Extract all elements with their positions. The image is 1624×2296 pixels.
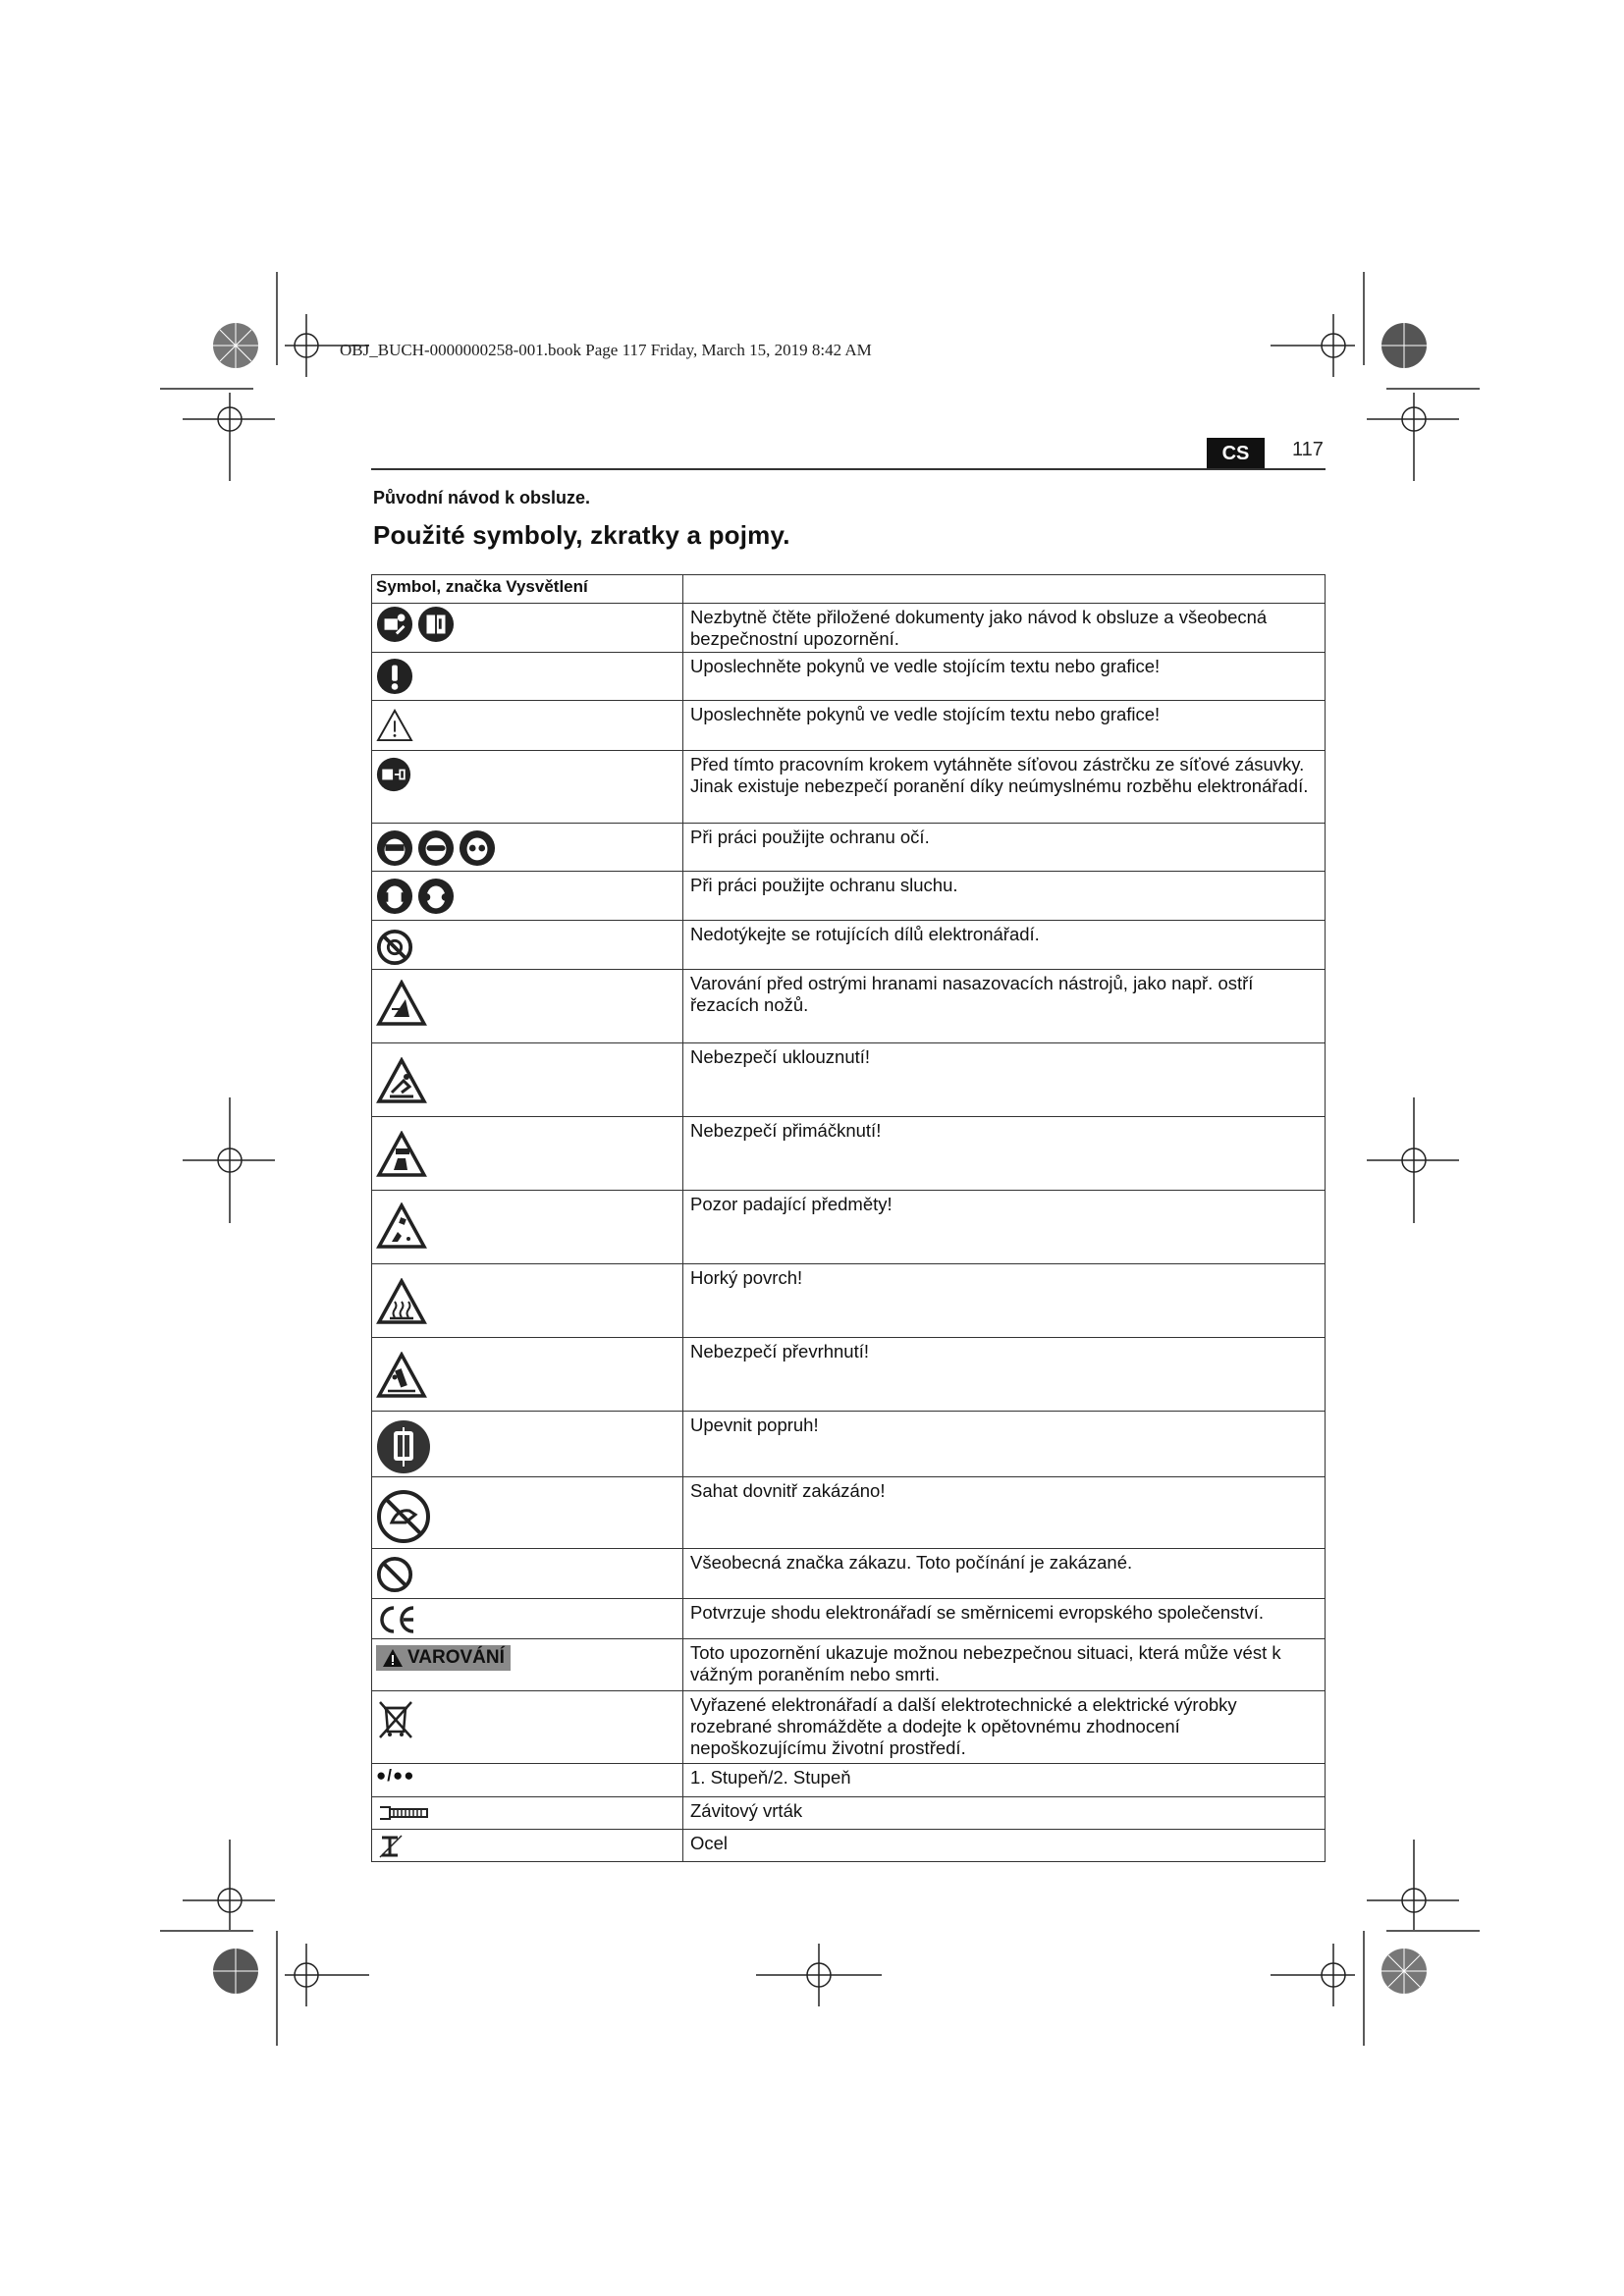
table-row bbox=[372, 701, 1326, 751]
row-description: Při práci použijte ochranu očí. bbox=[683, 824, 1326, 872]
safety-goggles-icon bbox=[417, 829, 455, 867]
table-row bbox=[372, 1191, 1326, 1264]
row-description: Pozor padající předměty! bbox=[683, 1191, 1326, 1264]
table-row bbox=[372, 1764, 1326, 1797]
row-description: Uposlechněte pokynů ve vedle stojícím textu nebo grafice! bbox=[683, 653, 1326, 701]
table-row bbox=[372, 1477, 1326, 1549]
no-reaching-in-icon bbox=[376, 1489, 431, 1544]
slip-hazard-icon bbox=[376, 1057, 427, 1104]
hot-surface-icon bbox=[376, 1278, 427, 1325]
row-description: Uposlechněte pokynů ve vedle stojícím textu nebo grafice! bbox=[683, 701, 1326, 751]
row-description: 1. Stupeň/2. Stupeň bbox=[683, 1764, 1326, 1797]
ear-muffs-icon bbox=[417, 878, 455, 915]
page-number: 117 bbox=[1292, 439, 1324, 460]
table-row bbox=[372, 1691, 1326, 1764]
row-description: Při práci použijte ochranu sluchu. bbox=[683, 872, 1326, 921]
row-description: Nebezpečí přimáčknutí! bbox=[683, 1117, 1326, 1191]
row-description: Nebezpečí uklouznutí! bbox=[683, 1043, 1326, 1117]
thread-drill-icon bbox=[376, 1801, 431, 1825]
general-warning-icon bbox=[376, 709, 413, 742]
row-description: Ocel bbox=[683, 1830, 1326, 1862]
symbols-table bbox=[371, 574, 1326, 1862]
row-description: Všeobecná značka zákazu. Toto počínání je zakázané. bbox=[683, 1549, 1326, 1599]
fasten-strap-icon bbox=[376, 1419, 431, 1474]
mandatory-action-icon bbox=[376, 658, 413, 695]
varovani-label: VAROVÁNÍ bbox=[407, 1647, 505, 1668]
sharp-edges-warning-icon bbox=[376, 980, 427, 1027]
table-row bbox=[372, 921, 1326, 970]
ce-mark-icon bbox=[376, 1604, 419, 1635]
face-shield-icon bbox=[376, 829, 413, 867]
steel-icon bbox=[376, 1834, 406, 1859]
manual-book-icon bbox=[417, 606, 455, 643]
table-row bbox=[372, 1043, 1326, 1117]
language-badge: CS bbox=[1207, 438, 1265, 469]
table-header: Symbol, značka Vysvětlení bbox=[372, 575, 683, 604]
table-row bbox=[372, 1549, 1326, 1599]
row-description: Horký povrch! bbox=[683, 1264, 1326, 1338]
read-manual-icon bbox=[376, 606, 413, 643]
table-row bbox=[372, 1639, 1326, 1691]
table-row bbox=[372, 1412, 1326, 1477]
do-not-touch-rotating-icon bbox=[376, 929, 413, 966]
table-row bbox=[372, 1117, 1326, 1191]
tip-over-hazard-icon bbox=[376, 1352, 427, 1399]
table-row bbox=[372, 653, 1326, 701]
row-description: Upevnit popruh! bbox=[683, 1412, 1326, 1477]
ear-protection-icon bbox=[376, 878, 413, 915]
table-row bbox=[372, 872, 1326, 921]
page-title: Použité symboly, zkratky a pojmy. bbox=[373, 520, 790, 550]
document-subtitle: Původní návod k obsluze. bbox=[373, 488, 591, 507]
row-description: Vyřazené elektronářadí a další elektrotechnické a elektrické výrobky rozebrané shromážděte a dodejte k opětovnému zhodnocení nepoškozujícímu životní prostředí. bbox=[683, 1691, 1326, 1764]
table-row bbox=[372, 1599, 1326, 1639]
row-description: Nezbytně čtěte přiložené dokumenty jako návod k obsluze a všeobecná bezpečnostní upozornění. bbox=[683, 604, 1326, 653]
falling-objects-icon bbox=[376, 1202, 427, 1250]
table-row bbox=[372, 824, 1326, 872]
row-description: Toto upozornění ukazuje možnou nebezpečnou situaci, která může vést k vážným poraněním nebo smrti. bbox=[683, 1639, 1326, 1691]
table-row bbox=[372, 751, 1326, 824]
row-description: Nebezpečí převrhnutí! bbox=[683, 1338, 1326, 1412]
row-description: Potvrzuje shodu elektronářadí se směrnicemi evropského společenství. bbox=[683, 1599, 1326, 1639]
row-description: Nedotýkejte se rotujících dílů elektronářadí. bbox=[683, 921, 1326, 970]
weee-crossed-bin-icon bbox=[376, 1698, 415, 1739]
row-description: Sahat dovnitř zakázáno! bbox=[683, 1477, 1326, 1549]
table-row bbox=[372, 1264, 1326, 1338]
warning-triangle-icon bbox=[382, 1648, 404, 1668]
table-row bbox=[372, 1830, 1326, 1862]
row-description: Závitový vrták bbox=[683, 1797, 1326, 1830]
table-header-row bbox=[372, 575, 1326, 604]
crush-hazard-icon bbox=[376, 1131, 427, 1178]
speed-levels-icon: ●/●● bbox=[376, 1766, 415, 1785]
prohibition-icon bbox=[376, 1556, 413, 1593]
print-info: OBJ_BUCH-0000000258-001.book Page 117 Friday, March 15, 2019 8:42 AM bbox=[340, 341, 872, 359]
table-row bbox=[372, 1797, 1326, 1830]
eye-protection-icon bbox=[459, 829, 496, 867]
unplug-icon bbox=[376, 757, 411, 792]
row-description: Před tímto pracovním krokem vytáhněte síťovou zástrčku ze síťové zásuvky. Jinak existuje nebezpečí poranění díky neúmyslnému rozběhu elektronářadí. bbox=[683, 751, 1326, 824]
header-rule bbox=[371, 468, 1326, 470]
table-row bbox=[372, 1338, 1326, 1412]
table-row bbox=[372, 970, 1326, 1043]
varovani-label-icon bbox=[376, 1645, 511, 1671]
table-row bbox=[372, 604, 1326, 653]
row-description: Varování před ostrými hranami nasazovacích nástrojů, jako např. ostří řezacích nožů. bbox=[683, 970, 1326, 1043]
